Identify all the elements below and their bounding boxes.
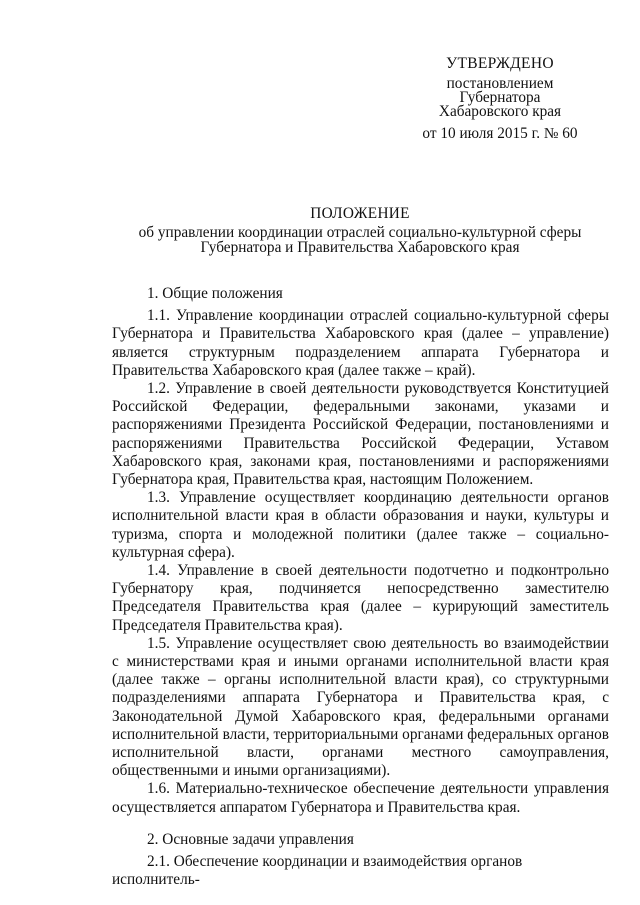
approval-line: Хабаровского края — [438, 103, 562, 120]
document-title: ПОЛОЖЕНИЕ — [310, 205, 410, 222]
document-subtitle: об управлении координации отраслей социально-культурной сферы — [138, 224, 582, 241]
paragraph: 1.4. Управление в своей деятельности подотчетно и подконтрольно Губернатору края, подчиняется непосредственно заместителю Председателя Правительства края (далее – курирующий заместитель Председателя Правительства края). — [112, 562, 609, 634]
paragraph: 1.2. Управление в своей деятельности руководствуется Конституцией Российской Федерации, федеральными законами, указами и распоряжениями Президента Российской Федерации, постановлениями и распоряжениями Правительства Российской Федерации, Уставом Хабаровского края, законами края, постановлениями и распоряжениями Губернатора края, Правительства края, настоящим Положением. — [112, 380, 609, 489]
approval-block — [400, 57, 600, 141]
paragraph: 1.3. Управление осуществляет координацию деятельности органов исполнительной власти края в области образования и науки, культуры и туризма, спорта и молодежной политики (далее также – социально-культурная сфера). — [112, 489, 609, 561]
approval-date: от 10 июля 2015 г. № 60 — [422, 125, 578, 142]
document-subtitle: Губернатора и Правительства Хабаровского края — [200, 239, 520, 256]
paragraph: 1.6. Материально-техническое обеспечение деятельности управления осуществляется аппаратом Губернатора и Правительства края. — [112, 780, 609, 816]
document-body — [112, 285, 609, 890]
paragraph: 1.5. Управление осуществляет свою деятельность во взаимодействии с министерствами края и иными органами исполнительной власти края (далее также – органы исполнительной власти края), со структурными подразделениями аппарата Губернатора и Правительства края, с Законодательной Думой Хабаровского края, федеральными органами исполнительной власти, территориальными органами федеральных органов исполнительной власти, органами местного самоуправления, общественными и иными организациями). — [112, 634, 609, 780]
approval-stamp: УТВЕРЖДЕНО — [446, 55, 554, 72]
paragraph: 2.1. Обеспечение координации и взаимодействия органов исполнитель- — [112, 853, 523, 889]
approval-line: постановлением — [446, 75, 554, 92]
approval-line: Губернатора — [459, 89, 541, 106]
section-heading: 2. Основные задачи управления — [147, 830, 354, 848]
paragraph: 1.1. Управление координации отраслей социально-культурной сферы Губернатора и Правительства Хабаровского края (далее – управление) является структурным подразделением аппарата Губернатора и Правительства Хабаровского края (далее также – край). — [112, 307, 609, 379]
section-heading: 1. Общие положения — [147, 285, 283, 302]
document-title-block — [110, 206, 610, 255]
